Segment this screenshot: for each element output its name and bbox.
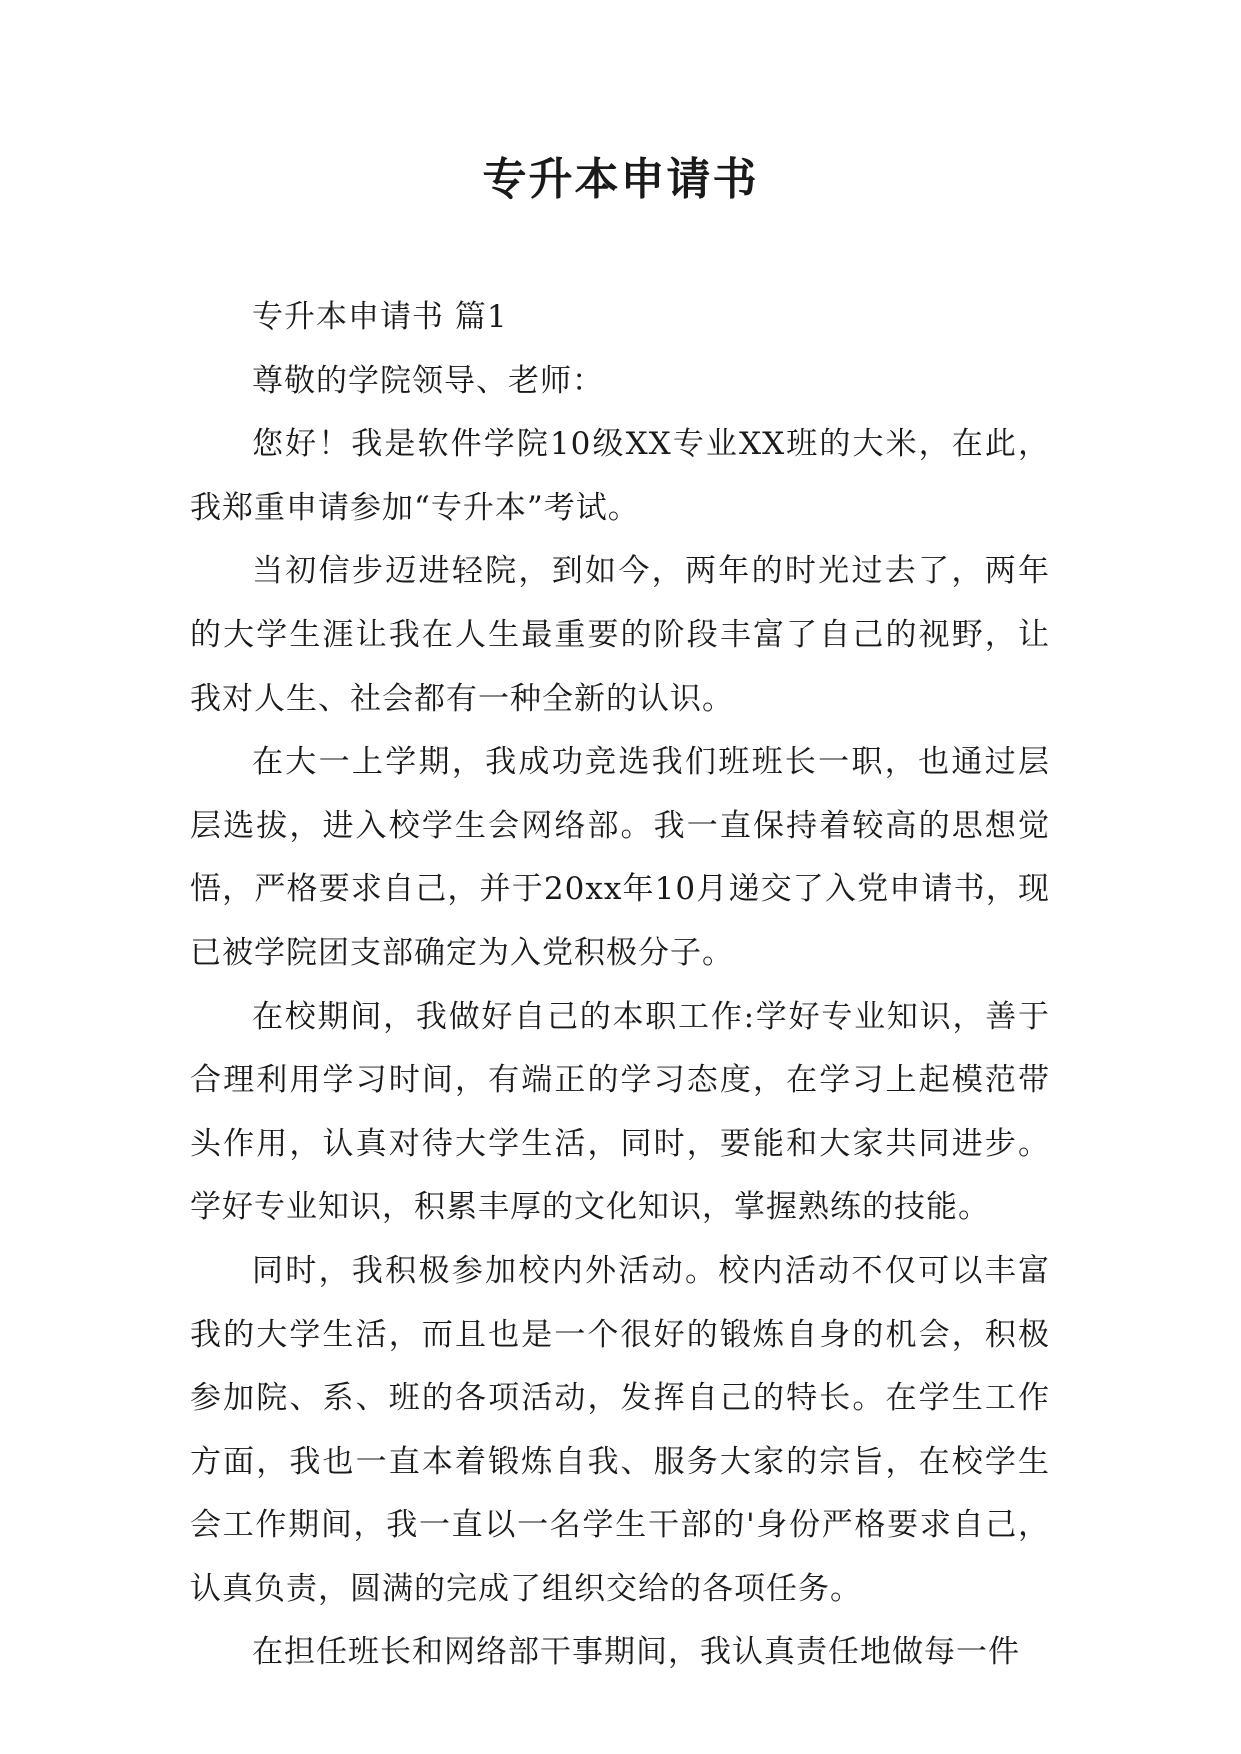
document-body bbox=[190, 286, 1050, 1685]
body-paragraph: 在校期间，我做好自己的本职工作:学好专业知识，善于合理利用学习时间，有端正的学习态度，在学习上起模范带头作用，认真对待大学生活，同时，要能和大家共同进步。学好专业知识，积累丰厚的文化知识，掌握熟练的技能。 bbox=[190, 998, 1050, 1226]
body-paragraph: 当初信步迈进轻院，到如今，两年的时光过去了，两年的大学生涯让我在人生最重要的阶段丰富了自己的视野，让我对人生、社会都有一种全新的认识。 bbox=[190, 553, 1050, 717]
body-paragraph: 在担任班长和网络部干事期间，我认真责任地做每一件 bbox=[252, 1634, 1020, 1671]
document-title: 专升本申请书 bbox=[482, 154, 759, 205]
section-heading: 专升本申请书 篇1 bbox=[252, 299, 508, 335]
body-paragraph: 您好！我是软件学院10级XX专业XX班的大米，在此，我郑重申请参加“专升本”考试。 bbox=[190, 426, 1050, 526]
body-paragraph: 在大一上学期，我成功竞选我们班班长一职，也通过层层选拔，进入校学生会网络部。我一直保持着较高的思想觉悟，严格要求自己，并于20xx年10月递交了入党申请书，现已被学院团支部确定为入党积极分子。 bbox=[190, 744, 1050, 971]
salutation: 尊敬的学院领导、老师： bbox=[252, 362, 604, 399]
body-paragraph: 同时，我积极参加校内外活动。校内活动不仅可以丰富我的大学生活，而且也是一个很好的锻炼自身的机会，积极参加院、系、班的各项活动，发挥自己的特长。在学生工作方面，我也一直本着锻炼自我、服务大家的宗旨，在校学生会工作期间，我一直以一名学生干部的'身份严格要求自己，认真负责，圆满的完成了组织交给的各项任务。 bbox=[190, 1252, 1050, 1607]
